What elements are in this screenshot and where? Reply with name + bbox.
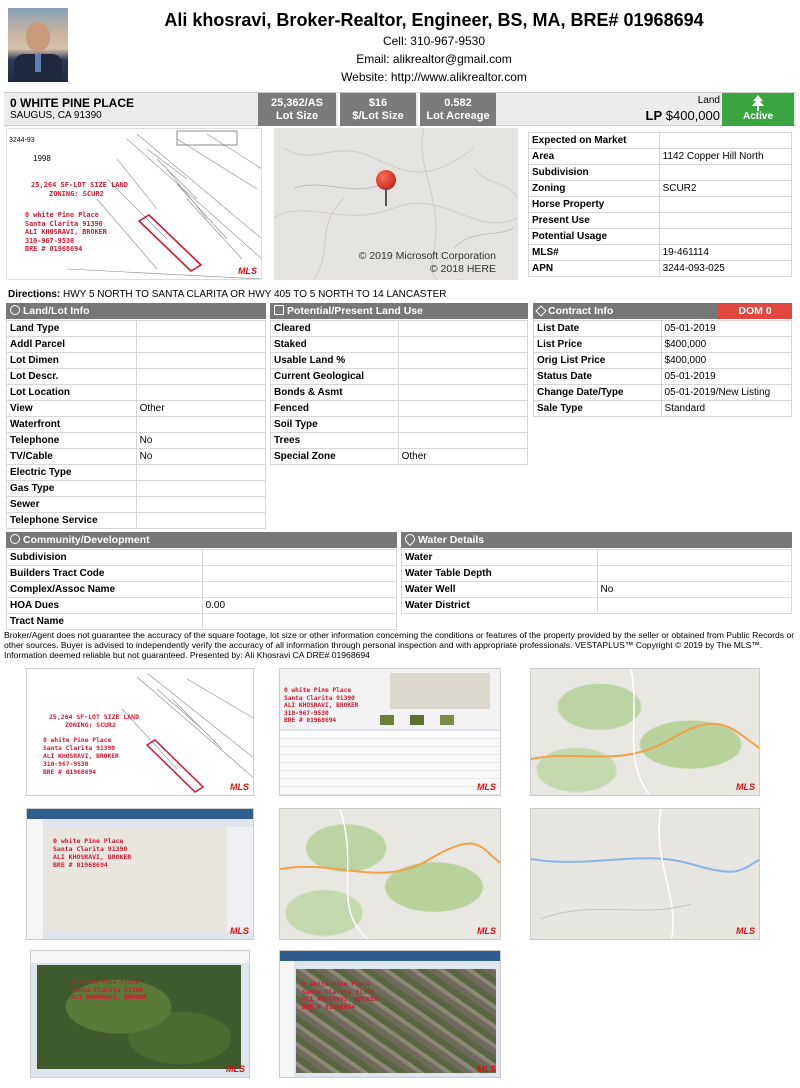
land-lot-value bbox=[136, 481, 265, 497]
land-use-label: Special Zone bbox=[271, 449, 399, 465]
mls-logo: MLS bbox=[230, 926, 249, 936]
summary-label: MLS# bbox=[529, 245, 660, 261]
land-use-label: Trees bbox=[271, 433, 399, 449]
land-lot-value bbox=[136, 369, 265, 385]
land-use-header: Potential/Present Land Use bbox=[270, 303, 528, 319]
land-lot-row bbox=[7, 433, 266, 449]
contract-value: 05-01-2019 bbox=[661, 321, 791, 337]
land-lot-label: Telephone Service bbox=[7, 513, 137, 529]
water-row bbox=[402, 566, 792, 582]
land-lot-label: TV/Cable bbox=[7, 449, 137, 465]
land-lot-label: Waterfront bbox=[7, 417, 137, 433]
land-lot-value: No bbox=[136, 449, 265, 465]
summary-value: 19-461114 bbox=[659, 245, 791, 261]
plat-year: 1998 bbox=[33, 154, 51, 163]
contract-row bbox=[534, 401, 792, 417]
photo-thumb-3[interactable] bbox=[530, 668, 760, 796]
summary-row bbox=[529, 197, 792, 213]
land-lot-row bbox=[7, 385, 266, 401]
community-value bbox=[202, 614, 396, 630]
community-value bbox=[202, 566, 396, 582]
community-label: Builders Tract Code bbox=[7, 566, 203, 582]
map-copyright-microsoft: © 2019 Microsoft Corporation bbox=[358, 250, 496, 262]
land-lot-row bbox=[7, 465, 266, 481]
land-lot-row bbox=[7, 481, 266, 497]
land-lot-value bbox=[136, 465, 265, 481]
photo-thumb-6[interactable] bbox=[530, 808, 760, 940]
land-lot-value bbox=[136, 497, 265, 513]
land-use-table bbox=[270, 320, 528, 465]
community-row bbox=[7, 598, 397, 614]
list-price: LP $400,000 bbox=[645, 108, 720, 123]
contract-row bbox=[534, 385, 792, 401]
summary-value bbox=[659, 213, 791, 229]
mls-logo: MLS bbox=[477, 926, 496, 936]
water-value bbox=[597, 566, 791, 582]
property-city: SAUGUS, CA 91390 bbox=[10, 110, 102, 121]
summary-label: Zoning bbox=[529, 181, 660, 197]
land-lot-row bbox=[7, 401, 266, 417]
contract-header: Contract Info DOM 0 bbox=[533, 303, 792, 319]
land-lot-table bbox=[6, 320, 266, 529]
summary-table bbox=[528, 132, 792, 277]
contract-value: Standard bbox=[661, 401, 791, 417]
water-label: Water Well bbox=[402, 582, 598, 598]
dom-badge: DOM 0 bbox=[718, 303, 792, 319]
land-use-label: Cleared bbox=[271, 321, 399, 337]
land-use-row bbox=[271, 321, 528, 337]
mls-logo: MLS bbox=[477, 1064, 496, 1074]
water-row bbox=[402, 598, 792, 614]
photo-thumb-1[interactable] bbox=[26, 668, 254, 796]
property-type: Land bbox=[697, 95, 720, 106]
agent-header bbox=[0, 0, 800, 92]
summary-label: Expected on Market bbox=[529, 133, 660, 149]
community-label: HOA Dues bbox=[7, 598, 203, 614]
plat-info: 0 white Pine Place Santa Clarita 91390 ALI KHOSRAVI, BROKER 310-967-9530 BRE # 01968694 bbox=[25, 211, 107, 253]
summary-row bbox=[529, 133, 792, 149]
community-label: Tract Name bbox=[7, 614, 203, 630]
photo-thumb-5[interactable] bbox=[279, 808, 501, 940]
summary-row bbox=[529, 149, 792, 165]
property-address: 0 WHITE PINE PLACE bbox=[10, 96, 135, 110]
land-use-value bbox=[398, 369, 527, 385]
land-lot-value: Other bbox=[136, 401, 265, 417]
summary-label: Potential Usage bbox=[529, 229, 660, 245]
land-use-value bbox=[398, 401, 527, 417]
agent-photo bbox=[8, 8, 68, 82]
photo-thumb-7[interactable] bbox=[30, 950, 250, 1078]
land-lot-row bbox=[7, 449, 266, 465]
land-lot-label: Land Type bbox=[7, 321, 137, 337]
land-lot-value bbox=[136, 353, 265, 369]
water-value bbox=[597, 598, 791, 614]
land-use-value bbox=[398, 321, 527, 337]
contract-value: 05-01-2019/New Listing bbox=[661, 385, 791, 401]
land-use-value: Other bbox=[398, 449, 527, 465]
agent-email[interactable]: Email: alikrealtor@gmail.com bbox=[356, 52, 512, 66]
land-use-row bbox=[271, 401, 528, 417]
land-lot-row bbox=[7, 497, 266, 513]
water-header: Water Details bbox=[401, 532, 792, 548]
water-value bbox=[597, 550, 791, 566]
community-row bbox=[7, 550, 397, 566]
summary-label: Area bbox=[529, 149, 660, 165]
community-row bbox=[7, 566, 397, 582]
tree-icon bbox=[752, 95, 764, 111]
land-use-row bbox=[271, 433, 528, 449]
document-icon bbox=[274, 305, 284, 315]
gavel-icon bbox=[535, 305, 546, 316]
contract-value: $400,000 bbox=[661, 337, 791, 353]
land-lot-label: Telephone bbox=[7, 433, 137, 449]
summary-value bbox=[659, 229, 791, 245]
water-value: No bbox=[597, 582, 791, 598]
land-lot-row bbox=[7, 369, 266, 385]
summary-row bbox=[529, 245, 792, 261]
land-use-label: Bonds & Asmt bbox=[271, 385, 399, 401]
contract-label: List Price bbox=[534, 337, 662, 353]
community-value bbox=[202, 550, 396, 566]
plat-map-image bbox=[6, 128, 262, 280]
water-table bbox=[401, 549, 792, 614]
land-use-value bbox=[398, 353, 527, 369]
plat-parcel: 3244-93 bbox=[9, 137, 35, 144]
contract-value: 05-01-2019 bbox=[661, 369, 791, 385]
mls-logo: MLS bbox=[736, 782, 755, 792]
water-row bbox=[402, 550, 792, 566]
summary-value: SCUR2 bbox=[659, 181, 791, 197]
land-use-row bbox=[271, 353, 528, 369]
thumb1-lot-size: 25,264 SF-LOT SIZE LAND bbox=[49, 713, 140, 721]
land-lot-row bbox=[7, 353, 266, 369]
contract-row bbox=[534, 337, 792, 353]
summary-value: 3244-093-025 bbox=[659, 261, 791, 277]
property-bar bbox=[4, 92, 796, 126]
contract-value: $400,000 bbox=[661, 353, 791, 369]
thumb2-info: 0 white Pine Place Santa Clarita 91390 ALI KHOSRAVI, BROKER 310-967-9530 BRE # 01968694 bbox=[284, 687, 359, 724]
land-lot-label: Sewer bbox=[7, 497, 137, 513]
land-lot-row bbox=[7, 337, 266, 353]
summary-row bbox=[529, 229, 792, 245]
summary-value: 1142 Copper Hill North bbox=[659, 149, 791, 165]
contract-label: Orig List Price bbox=[534, 353, 662, 369]
land-use-value bbox=[398, 433, 527, 449]
summary-value bbox=[659, 197, 791, 213]
contract-label: Change Date/Type bbox=[534, 385, 662, 401]
summary-row bbox=[529, 165, 792, 181]
land-icon bbox=[10, 305, 20, 315]
contract-label: Status Date bbox=[534, 369, 662, 385]
land-use-label: Fenced bbox=[271, 401, 399, 417]
stat-price-per-lot: $16 $/Lot Size bbox=[338, 93, 416, 126]
thumb7-info: 0 white Pine Place Santa Clarita 91390 ALI KHOSRAVI, BROKER bbox=[71, 979, 147, 1001]
land-lot-value bbox=[136, 321, 265, 337]
land-use-row bbox=[271, 385, 528, 401]
summary-value bbox=[659, 133, 791, 149]
water-label: Water District bbox=[402, 598, 598, 614]
thumb8-info: 0 white Pine Place Santa Clarita 91390 ALI KHOSRAVI, BROKER BRE # 01968694 bbox=[302, 981, 378, 1011]
land-lot-label: Addl Parcel bbox=[7, 337, 137, 353]
land-lot-row bbox=[7, 417, 266, 433]
mls-logo: MLS bbox=[230, 782, 249, 792]
location-map[interactable] bbox=[274, 128, 518, 280]
land-use-label: Current Geological bbox=[271, 369, 399, 385]
photo-thumb-2[interactable] bbox=[279, 668, 501, 796]
agent-cell: Cell: 310-967-9530 bbox=[382, 34, 486, 48]
map-copyright-here: © 2018 HERE bbox=[429, 263, 496, 275]
people-icon bbox=[10, 534, 20, 544]
land-lot-label: Electric Type bbox=[7, 465, 137, 481]
land-lot-value bbox=[136, 337, 265, 353]
land-use-row bbox=[271, 337, 528, 353]
agent-website[interactable]: Website: http://www.alikrealtor.com bbox=[341, 70, 527, 84]
land-use-row bbox=[271, 449, 528, 465]
summary-row bbox=[529, 261, 792, 277]
land-lot-value bbox=[136, 417, 265, 433]
land-use-label: Soil Type bbox=[271, 417, 399, 433]
land-lot-header: Land/Lot Info bbox=[6, 303, 266, 319]
community-header: Community/Development bbox=[6, 532, 397, 548]
land-lot-label: Lot Descr. bbox=[7, 369, 137, 385]
land-lot-value bbox=[136, 385, 265, 401]
land-lot-label: View bbox=[7, 401, 137, 417]
land-use-value bbox=[398, 417, 527, 433]
water-row bbox=[402, 582, 792, 598]
plat-zoning: ZONING: SCUR2 bbox=[49, 190, 104, 198]
land-lot-label: Lot Dimen bbox=[7, 353, 137, 369]
land-use-row bbox=[271, 369, 528, 385]
photo-thumb-8[interactable] bbox=[279, 950, 501, 1078]
contract-row bbox=[534, 353, 792, 369]
thumb1-zoning: ZONING: SCUR2 bbox=[65, 721, 116, 729]
contract-label: Sale Type bbox=[534, 401, 662, 417]
summary-label: Present Use bbox=[529, 213, 660, 229]
water-label: Water Table Depth bbox=[402, 566, 598, 582]
stat-lot-size: 25,362/AS Lot Size bbox=[258, 93, 336, 126]
land-use-row bbox=[271, 417, 528, 433]
community-value bbox=[202, 582, 396, 598]
summary-row bbox=[529, 181, 792, 197]
community-value: 0.00 bbox=[202, 598, 396, 614]
plat-lot-size: 25,264 SF-LOT SIZE LAND bbox=[31, 181, 128, 189]
land-lot-row bbox=[7, 321, 266, 337]
land-lot-value: No bbox=[136, 433, 265, 449]
mls-logo: MLS bbox=[477, 782, 496, 792]
land-lot-value bbox=[136, 513, 265, 529]
contract-row bbox=[534, 369, 792, 385]
water-drop-icon bbox=[403, 532, 417, 546]
stat-lot-acreage: 0.582 Lot Acreage bbox=[418, 93, 496, 126]
mls-logo: MLS bbox=[226, 1064, 245, 1074]
summary-label: Subdivision bbox=[529, 165, 660, 181]
contract-row bbox=[534, 321, 792, 337]
water-label: Water bbox=[402, 550, 598, 566]
land-lot-label: Lot Location bbox=[7, 385, 137, 401]
disclaimer: Broker/Agent does not guarantee the accuracy of the square footage, lot size or other information concerning the conditions or features of the property provided by the seller or obtained from Public Records or other sources. Buyer is advised to independently verify the accuracy of all information through personal inspection and with appropriate professionals. VESTAPLUS™ Copyright © 2019 by The MLS™. Information deemed reliable but not guaranteed. Presented by: Ali Khosravi CA DRE# 01968694 bbox=[4, 630, 795, 660]
thumb4-info: 0 white Pine Place Santa Clarita 91390 ALI KHOSRAVI, BROKER BRE # 01968694 bbox=[53, 837, 132, 869]
community-label: Subdivision bbox=[7, 550, 203, 566]
thumb1-info: 0 white Pine Place Santa Clarita 91390 ALI KHOSRAVI, BROKER 310-967-9530 BRE # 01968694 bbox=[43, 737, 119, 776]
land-use-value bbox=[398, 385, 527, 401]
community-label: Complex/Assoc Name bbox=[7, 582, 203, 598]
land-use-label: Staked bbox=[271, 337, 399, 353]
land-use-label: Usable Land % bbox=[271, 353, 399, 369]
community-table bbox=[6, 549, 397, 630]
summary-value bbox=[659, 165, 791, 181]
mls-logo: MLS bbox=[736, 926, 755, 936]
land-use-value bbox=[398, 337, 527, 353]
directions: Directions: HWY 5 NORTH TO SANTA CLARITA OR HWY 405 TO 5 NORTH TO 14 LANCASTER bbox=[8, 289, 447, 300]
contract-label: List Date bbox=[534, 321, 662, 337]
summary-row bbox=[529, 213, 792, 229]
land-lot-row bbox=[7, 513, 266, 529]
map-pin-icon bbox=[376, 170, 396, 190]
community-row bbox=[7, 614, 397, 630]
contract-table bbox=[533, 320, 792, 417]
agent-title: Ali khosravi, Broker-Realtor, Engineer, BS, MA, BRE# 01968694 bbox=[164, 10, 704, 30]
land-lot-label: Gas Type bbox=[7, 481, 137, 497]
summary-label: Horse Property bbox=[529, 197, 660, 213]
community-row bbox=[7, 582, 397, 598]
summary-label: APN bbox=[529, 261, 660, 277]
photo-thumb-4[interactable] bbox=[26, 808, 254, 940]
mls-logo: MLS bbox=[238, 266, 257, 276]
status-badge: Active bbox=[722, 93, 794, 126]
